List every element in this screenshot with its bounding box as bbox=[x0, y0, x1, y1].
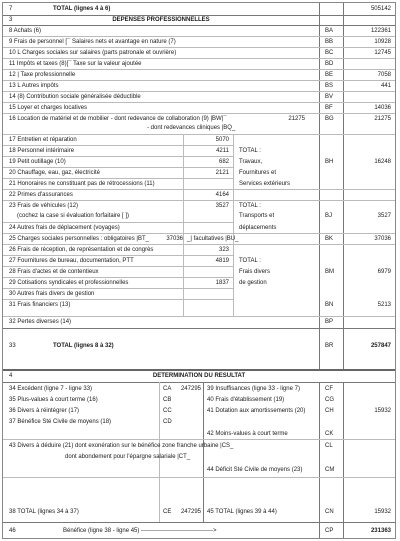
line-19-value[interactable]: 682 bbox=[218, 159, 229, 165]
line-9-label: 9 Frais de personnel [¯ Salaires nets et avantage en nature (7) bbox=[9, 39, 176, 45]
line-11-code: BD bbox=[325, 61, 334, 67]
line-10-label: 10 L Charges sociales sur salaires (parts patronale et ouvrière) bbox=[9, 50, 177, 56]
line-38-label: 38 TOTAL (lignes 34 à 37) bbox=[9, 509, 79, 515]
line-16-sub-label: - dont redevances cliniques |BQ_ bbox=[147, 125, 236, 131]
line-26-value[interactable]: 323 bbox=[218, 247, 229, 253]
line-40-label: 40 Frais d'établissement (19) bbox=[207, 397, 285, 403]
total-services-line3: Services extérieurs bbox=[239, 181, 291, 187]
line-16-code: BG bbox=[325, 116, 334, 122]
line-17-value[interactable]: 5070 bbox=[215, 137, 229, 143]
line-27-label: 27 Fournitures de bureau, documentation, PTT bbox=[9, 258, 134, 264]
form-sheet bbox=[2, 2, 396, 539]
line-10-code: BC bbox=[325, 50, 334, 56]
line-41-label: 41 Dotation aux amortissements (20) bbox=[207, 408, 306, 414]
line-10-amount[interactable]: 12745 bbox=[374, 50, 391, 56]
line-34-label: 34 Excédent (ligne 7 - ligne 33) bbox=[9, 386, 93, 392]
line-bj-code: BJ bbox=[325, 213, 333, 219]
section-3-num: 3 bbox=[9, 17, 13, 23]
line-32-label: 32 Pertes diverses (14) bbox=[9, 319, 72, 325]
line-25-extra2: _| facultatives |BU_ bbox=[187, 236, 239, 242]
line-23-sub-label: (cochez la case si évaluation forfaitaire [ ]) bbox=[17, 213, 130, 219]
total-services-line2: Fournitures et bbox=[239, 170, 277, 176]
line-38-code: CE bbox=[163, 509, 172, 515]
line-29-value[interactable]: 1837 bbox=[215, 280, 229, 286]
line-21-label: 21 Honoraires ne constituant pas de rétrocessions (11) bbox=[9, 181, 155, 187]
line-45-label: 45 TOTAL (lignes 39 à 44) bbox=[207, 509, 277, 515]
line-27-value[interactable]: 4819 bbox=[215, 258, 229, 264]
line-12-code: BE bbox=[325, 72, 334, 78]
line-39-label: 39 Insuffisances (ligne 33 - ligne 7) bbox=[207, 386, 300, 392]
line-44-label: 44 Déficit Sté Civile de moyens (23) bbox=[207, 467, 303, 473]
line-46-amount[interactable]: 231363 bbox=[370, 528, 391, 534]
line-42-code: CK bbox=[325, 431, 334, 437]
line-33-code: BR bbox=[325, 343, 334, 349]
line-15-amount[interactable]: 14036 bbox=[374, 105, 391, 111]
line-40-code: CG bbox=[325, 397, 334, 403]
line-bh-code: BH bbox=[325, 159, 334, 165]
line-46-code: CP bbox=[325, 528, 334, 534]
line-33-label: TOTAL (lignes 8 à 32) bbox=[53, 343, 114, 349]
line-9-amount[interactable]: 10928 bbox=[374, 39, 391, 45]
line-17-label: 17 Entretien et réparation bbox=[9, 137, 77, 143]
line-45-code: CN bbox=[325, 509, 334, 515]
line-35-code: CB bbox=[163, 397, 172, 403]
line-13-code: BS bbox=[325, 83, 334, 89]
line-42-label: 42 Moins-values à court terme bbox=[207, 431, 288, 437]
line-34-code: CA bbox=[163, 386, 172, 392]
line-7-amount[interactable]: 505142 bbox=[370, 6, 391, 12]
line-13-amount[interactable]: 441 bbox=[380, 83, 391, 89]
line-36-label: 36 Divers à réintégrer (17) bbox=[9, 408, 80, 414]
line-11-label: 11 Impôts et taxes (8)[¯ Taxe sur la valeur ajoutée bbox=[9, 61, 142, 67]
section-3-title: DEPENSES PROFESSIONNELLES bbox=[112, 17, 210, 23]
line-16-label: 16 Location de matériel et de mobilier - dont redevance de collaboration (9) |BW|¯ bbox=[9, 116, 227, 122]
line-31-code: BN bbox=[325, 302, 334, 308]
line-7-label: TOTAL (lignes 4 à 6) bbox=[53, 6, 111, 12]
line-14-code: BV bbox=[325, 94, 334, 100]
line-24-label: 24 Autres frais de déplacement (voyages) bbox=[9, 225, 120, 231]
line-29-label: 29 Cotisations syndicales et professionnelles bbox=[9, 280, 129, 286]
line-bk-amount[interactable]: 37036 bbox=[374, 236, 391, 242]
line-22-label: 22 Primes d'assurances bbox=[9, 192, 73, 198]
line-41-code: CH bbox=[325, 408, 334, 414]
line-20-label: 20 Chauffage, eau, gaz, électricité bbox=[9, 170, 100, 176]
line-bj-amount[interactable]: 3527 bbox=[377, 213, 391, 219]
line-8-amount[interactable]: 122361 bbox=[370, 28, 391, 34]
line-46-label: Bénéfice (ligne 38 - ligne 45) ------------------------------------> bbox=[63, 528, 217, 534]
line-44-code: CM bbox=[325, 467, 335, 473]
section-4-num: 4 bbox=[9, 373, 13, 379]
line-15-label: 15 Loyer et charges locatives bbox=[9, 105, 88, 111]
section-4-title: DETERMINATION DU RESULTAT bbox=[152, 373, 246, 379]
line-38-amount[interactable]: 247295 bbox=[180, 509, 201, 515]
line-43-sub-label: dont abondement pour l'épargne salariale |CT_ bbox=[65, 454, 191, 460]
line-bk-code: BK bbox=[325, 236, 334, 242]
line-31-amount[interactable]: 5213 bbox=[377, 302, 391, 308]
line-26-label: 26 Frais de réception, de représentation et de congrès bbox=[9, 247, 154, 253]
total-services-title: TOTAL : bbox=[239, 148, 261, 154]
line-25-extra[interactable]: 37036 bbox=[166, 236, 183, 242]
line-9-code: BB bbox=[325, 39, 334, 45]
line-bm-code: BM bbox=[325, 269, 334, 275]
line-bh-amount[interactable]: 16248 bbox=[374, 159, 391, 165]
line-8-label: 8 Achats (6) bbox=[9, 28, 42, 34]
line-33-amount[interactable]: 257847 bbox=[370, 343, 391, 349]
line-28-label: 28 Frais d'actes et de contentieux bbox=[9, 269, 99, 275]
line-43-label: 43 Divers à déduire (21) dont exonération sur le bénéfice zone franche urbaine |CS_ bbox=[9, 443, 234, 449]
line-8-code: BA bbox=[325, 28, 334, 34]
total-gestion-title: TOTAL : bbox=[239, 258, 261, 264]
line-45-amount[interactable]: 15932 bbox=[374, 509, 391, 515]
line-22-value[interactable]: 4164 bbox=[215, 192, 229, 198]
total-services-line1: Travaux, bbox=[239, 159, 263, 165]
line-18-value[interactable]: 4211 bbox=[216, 148, 229, 154]
line-18-label: 18 Personnel intérimaire bbox=[9, 148, 75, 154]
line-36-code: CC bbox=[163, 408, 172, 414]
line-39-code: CF bbox=[325, 386, 333, 392]
line-33-num: 33 bbox=[9, 343, 16, 349]
line-41-amount[interactable]: 15932 bbox=[374, 408, 391, 414]
total-transport-line2: déplacements bbox=[239, 225, 277, 231]
line-7-num: 7 bbox=[9, 6, 13, 12]
line-12-label: 12 | Taxe professionnelle bbox=[9, 72, 76, 78]
total-gestion-line1: Frais divers bbox=[239, 269, 271, 275]
line-16-extra[interactable]: 21275 bbox=[288, 116, 305, 122]
line-37-label: 37 Bénéfice Sté Civile de moyens (18) bbox=[9, 419, 112, 425]
total-transport-title: TOTAL : bbox=[239, 203, 261, 209]
line-32-code: BP bbox=[325, 319, 334, 325]
line-16-amount[interactable]: 21275 bbox=[374, 116, 391, 122]
line-23-value[interactable]: 3527 bbox=[215, 203, 229, 209]
line-34-amount[interactable]: 247295 bbox=[180, 386, 201, 392]
total-gestion-line2: de gestion bbox=[239, 280, 267, 286]
line-19-label: 19 Petit outillage (10) bbox=[9, 159, 66, 165]
line-30-label: 30 Autres frais divers de gestion bbox=[9, 291, 95, 297]
line-31-label: 31 Frais financiers (13) bbox=[9, 302, 71, 308]
total-transport-line1: Transports et bbox=[239, 213, 275, 219]
line-23-label: 23 Frais de véhicules (12) bbox=[9, 203, 79, 209]
line-12-amount[interactable]: 7058 bbox=[377, 72, 391, 78]
line-13-label: 13 L Autres impôts bbox=[9, 83, 59, 89]
line-37-code: CD bbox=[163, 419, 172, 425]
line-15-code: BF bbox=[325, 105, 333, 111]
line-46-num: 46 bbox=[9, 528, 16, 534]
line-14-label: 14 (8) Contribution sociale généralisée déductible bbox=[9, 94, 141, 100]
line-43-code: CL bbox=[325, 443, 333, 449]
line-20-value[interactable]: 2121 bbox=[215, 170, 229, 176]
line-35-label: 35 Plus-values à court terme (16) bbox=[9, 397, 98, 403]
line-25-label: 25 Charges sociales personnelles : obligatoires |BT_ bbox=[9, 236, 149, 242]
line-bm-amount[interactable]: 6979 bbox=[377, 269, 391, 275]
